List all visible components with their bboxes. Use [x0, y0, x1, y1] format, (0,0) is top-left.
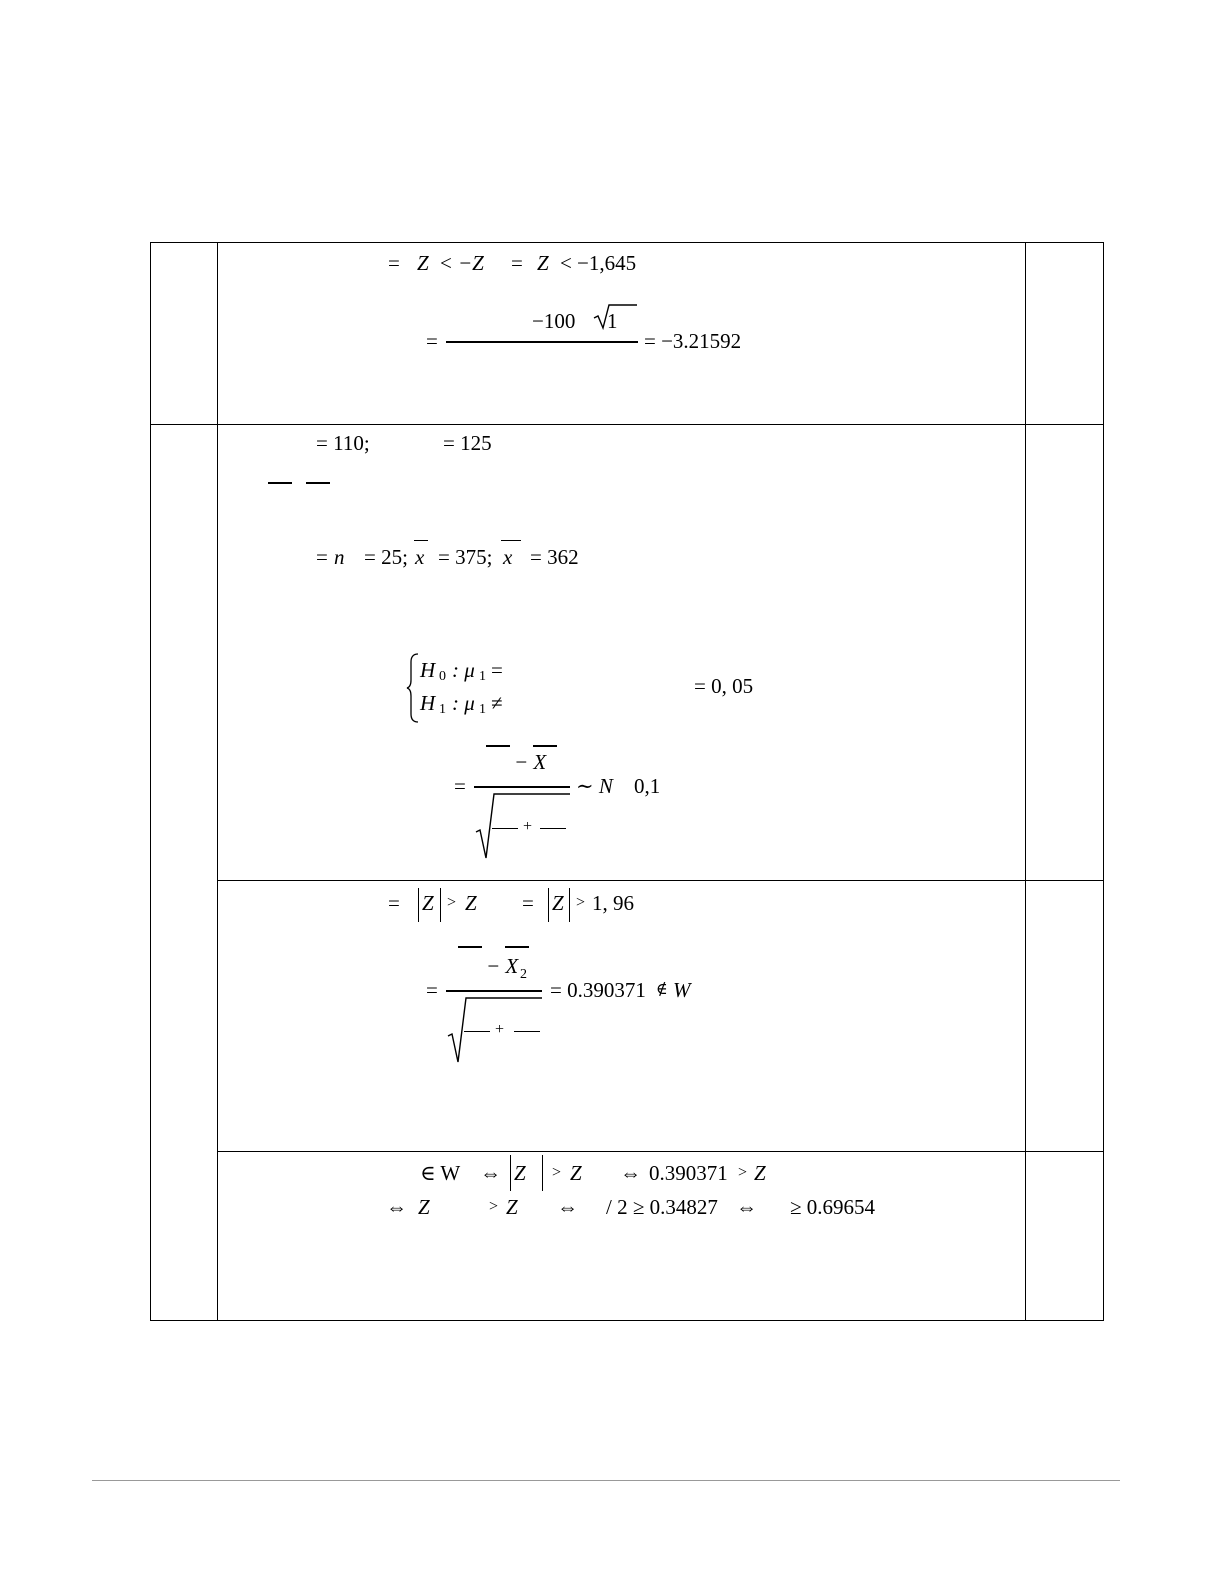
row-divider: [217, 1151, 1104, 1152]
fraction-bar: [446, 341, 638, 343]
fraction-bar: [474, 786, 570, 788]
row-divider: [217, 880, 1104, 881]
abs-bar: [510, 1155, 511, 1191]
overline-mark: [501, 540, 521, 541]
overline-mark: [505, 946, 529, 948]
brace-symbol: [406, 652, 420, 724]
fraction-bar: [540, 828, 566, 829]
abs-bar: [542, 1155, 543, 1191]
overline-mark: [268, 482, 292, 484]
fraction-bar: [514, 1031, 540, 1032]
fraction-bar: [464, 1031, 490, 1032]
row-divider: [150, 424, 1104, 425]
fraction-bar: [446, 990, 542, 992]
footer-divider: [92, 1480, 1120, 1481]
overline-mark: [486, 745, 510, 747]
right-column-divider: [1025, 242, 1026, 1321]
abs-bar: [418, 888, 419, 922]
overline-mark: [533, 745, 557, 747]
overline-mark: [458, 946, 482, 948]
fraction-bar: [492, 828, 518, 829]
solution-table: [150, 242, 1104, 1321]
overline-mark: [414, 540, 428, 541]
abs-bar: [569, 888, 570, 922]
abs-bar: [440, 888, 441, 922]
overline-mark: [306, 482, 330, 484]
abs-bar: [548, 888, 549, 922]
left-column-divider: [217, 242, 218, 1321]
